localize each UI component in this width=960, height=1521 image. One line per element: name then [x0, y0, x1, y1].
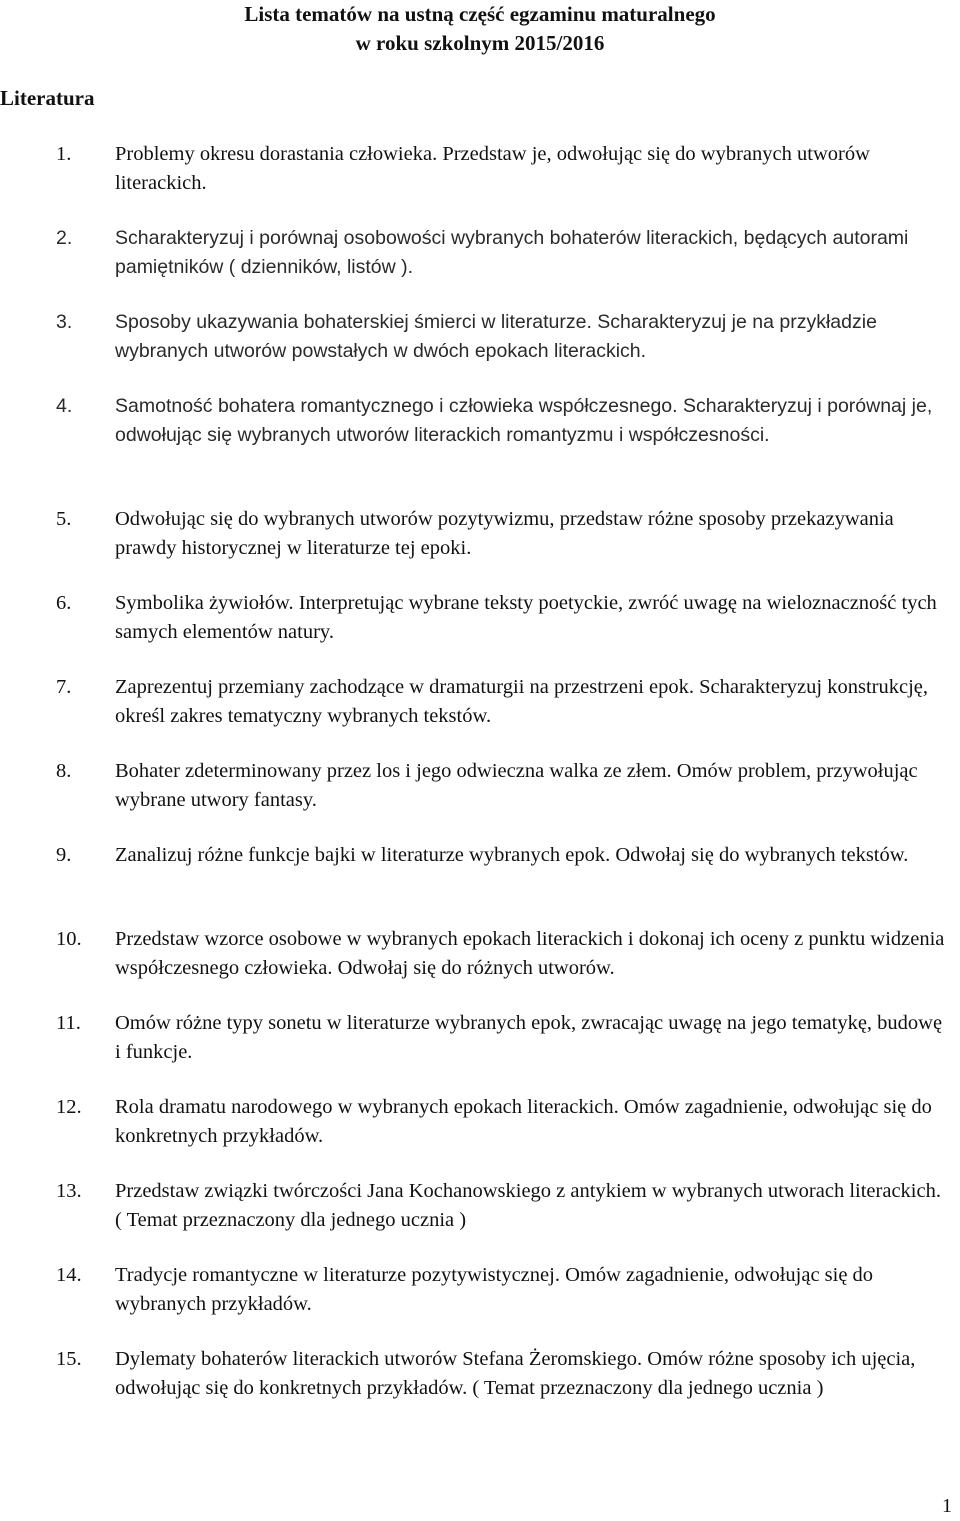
topic-text: Odwołując się do wybranych utworów pozytywizmu, przedstaw różne sposoby przekazywania prawdy historycznej w literaturze tej epoki. — [115, 508, 894, 559]
topic-number: 14. — [56, 1264, 82, 1286]
topic-text: Problemy okresu dorastania człowieka. Przedstaw je, odwołując się do wybranych utworów literackich. — [115, 143, 870, 194]
topic-text: Przedstaw wzorce osobowe w wybranych epokach literackich i dokonaj ich oceny z punktu widzenia współczesnego człowieka. Odwołaj się do różnych utworów. — [115, 928, 945, 979]
topic-number: 5. — [56, 508, 72, 530]
topic-text: Dylematy bohaterów literackich utworów Stefana Żeromskiego. Omów różne sposoby ich ujęcia, odwołując się do konkretnych przykładów. ( Temat przeznaczony dla jednego ucznia ) — [115, 1348, 916, 1399]
topic-number: 6. — [56, 592, 72, 614]
document-title: Lista tematów na ustną część egzaminu maturalnego — [244, 2, 716, 26]
topic-number: 8. — [56, 760, 72, 782]
topic-number: 15. — [56, 1348, 82, 1370]
topic-number: 11. — [56, 1012, 81, 1034]
topic-text: Tradycje romantyczne w literaturze pozytywistycznej. Omów zagadnienie, odwołując się do wybranych przykładów. — [115, 1264, 874, 1315]
page-number: 1 — [942, 1495, 952, 1517]
topic-number: 13. — [56, 1180, 82, 1202]
topic-number: 7. — [56, 676, 72, 698]
topic-number: 10. — [56, 928, 82, 950]
topic-number: 3. — [56, 311, 73, 333]
section-heading-literatura: Literatura — [0, 86, 95, 110]
topic-number: 2. — [56, 227, 73, 249]
topic-number: 1. — [56, 143, 72, 165]
topic-number: 12. — [56, 1096, 82, 1118]
topic-text: Symbolika żywiołów. Interpretując wybrane teksty poetyckie, zwróć uwagę na wieloznaczność tych samych elementów natury. — [115, 592, 937, 643]
topic-text: Bohater zdeterminowany przez los i jego odwieczna walka ze złem. Omów problem, przywołując wybrane utwory fantasy. — [115, 760, 918, 811]
topic-text: Sposoby ukazywania bohaterskiej śmierci w literaturze. Scharakteryzuj je na przykładzie wybranych utworów powstałych w dwóch epokach literackich. — [115, 311, 877, 362]
topic-text: Zaprezentuj przemiany zachodzące w dramaturgii na przestrzeni epok. Scharakteryzuj konstrukcję, określ zakres tematyczny wybranych tekstów. — [115, 676, 928, 727]
document-subtitle: w roku szkolnym 2015/2016 — [355, 31, 605, 55]
topic-text: Samotność bohatera romantycznego i człowieka współczesnego. Scharakteryzuj i porównaj je, odwołując się wybranych utworów literackich romantyzmu i współczesności. — [115, 395, 933, 446]
topic-text: Scharakteryzuj i porównaj osobowości wybranych bohaterów literackich, będących autorami pamiętników ( dzienników, listów ). — [115, 227, 909, 278]
topic-text: Rola dramatu narodowego w wybranych epokach literackich. Omów zagadnienie, odwołując się do konkretnych przykładów. — [115, 1096, 932, 1147]
topic-text: Omów różne typy sonetu w literaturze wybranych epok, zwracając uwagę na jego tematykę, budowę i funkcje. — [115, 1012, 943, 1063]
topic-text: Zanalizuj różne funkcje bajki w literaturze wybranych epok. Odwołaj się do wybranych tekstów. — [115, 844, 909, 866]
topic-text: Przedstaw związki twórczości Jana Kochanowskiego z antykiem w wybranych utworach literackich. ( Temat przeznaczony dla jednego ucznia ) — [115, 1180, 941, 1231]
topic-number: 4. — [56, 395, 73, 417]
topic-number: 9. — [56, 844, 72, 866]
